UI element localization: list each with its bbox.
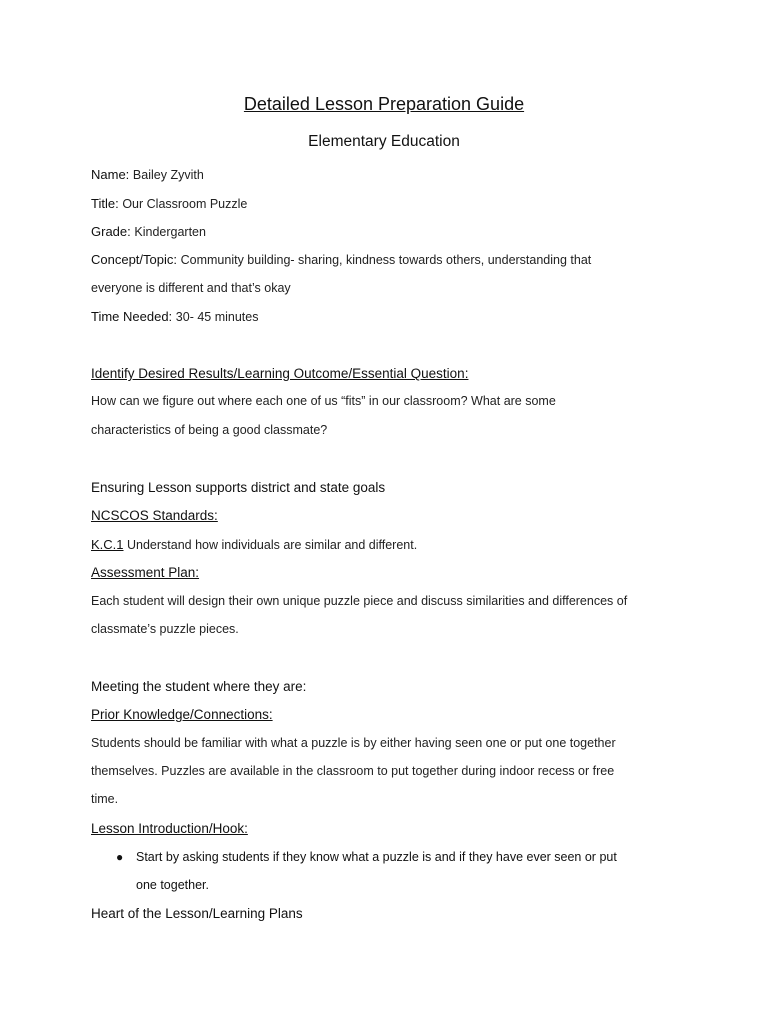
bullet-text-line1: Start by asking students if they know what a puzzle is and if they have ever seen or put — [136, 850, 617, 864]
heart-of-lesson-heading: Heart of the Lesson/Learning Plans — [91, 906, 303, 921]
desired-results-line2: characteristics of being a good classmate? — [91, 423, 328, 437]
grade-line — [91, 224, 206, 239]
standard-code: K.C.1 — [91, 537, 124, 552]
meeting-heading: Meeting the student where they are: — [91, 679, 307, 694]
grade-value: Kindergarten — [134, 225, 206, 239]
assessment-line1: Each student will design their own unique puzzle piece and discuss similarities and differences of — [91, 594, 628, 608]
desired-results-line1: How can we figure out where each one of us “fits” in our classroom? What are some — [91, 394, 556, 408]
title-label: Title: — [91, 196, 119, 211]
prior-knowledge-line2: themselves. Puzzles are available in the classroom to put together during indoor recess or free — [91, 764, 615, 778]
standard-line — [91, 537, 417, 552]
concept-value-line2: everyone is different and that’s okay — [91, 281, 291, 295]
document-subtitle: Elementary Education — [308, 133, 460, 150]
assessment-heading: Assessment Plan: — [91, 565, 200, 580]
assessment-line2: classmate’s puzzle pieces. — [91, 622, 239, 636]
prior-knowledge-line3: time. — [91, 792, 119, 806]
time-value: 30- 45 minutes — [175, 310, 259, 324]
document-title: Detailed Lesson Preparation Guide — [243, 94, 525, 114]
time-line — [91, 309, 258, 324]
time-label: Time Needed: — [91, 309, 173, 324]
title-line — [91, 196, 247, 211]
bullet-icon: ● — [116, 850, 124, 864]
concept-label: Concept/Topic: — [91, 252, 177, 267]
prior-knowledge-line1: Students should be familiar with what a puzzle is by either having seen one or put one together — [91, 736, 616, 750]
concept-line — [91, 252, 591, 267]
goals-heading: Ensuring Lesson supports district and state goals — [91, 480, 386, 495]
concept-value-line1: Community building- sharing, kindness towards others, understanding that — [180, 253, 592, 267]
desired-results-heading: Identify Desired Results/Learning Outcome/Essential Question: — [91, 366, 469, 381]
title-value: Our Classroom Puzzle — [122, 197, 248, 211]
standard-text: Understand how individuals are similar and different. — [123, 538, 418, 552]
name-label: Name: — [91, 167, 130, 182]
lesson-intro-heading: Lesson Introduction/Hook: — [91, 821, 248, 836]
name-line — [91, 167, 204, 182]
bullet-text-line2: one together. — [136, 878, 209, 892]
grade-label: Grade: — [91, 224, 131, 239]
name-value: Bailey Zyvith — [132, 168, 204, 182]
standards-heading: NCSCOS Standards: — [91, 508, 218, 523]
prior-knowledge-heading: Prior Knowledge/Connections: — [91, 707, 273, 722]
